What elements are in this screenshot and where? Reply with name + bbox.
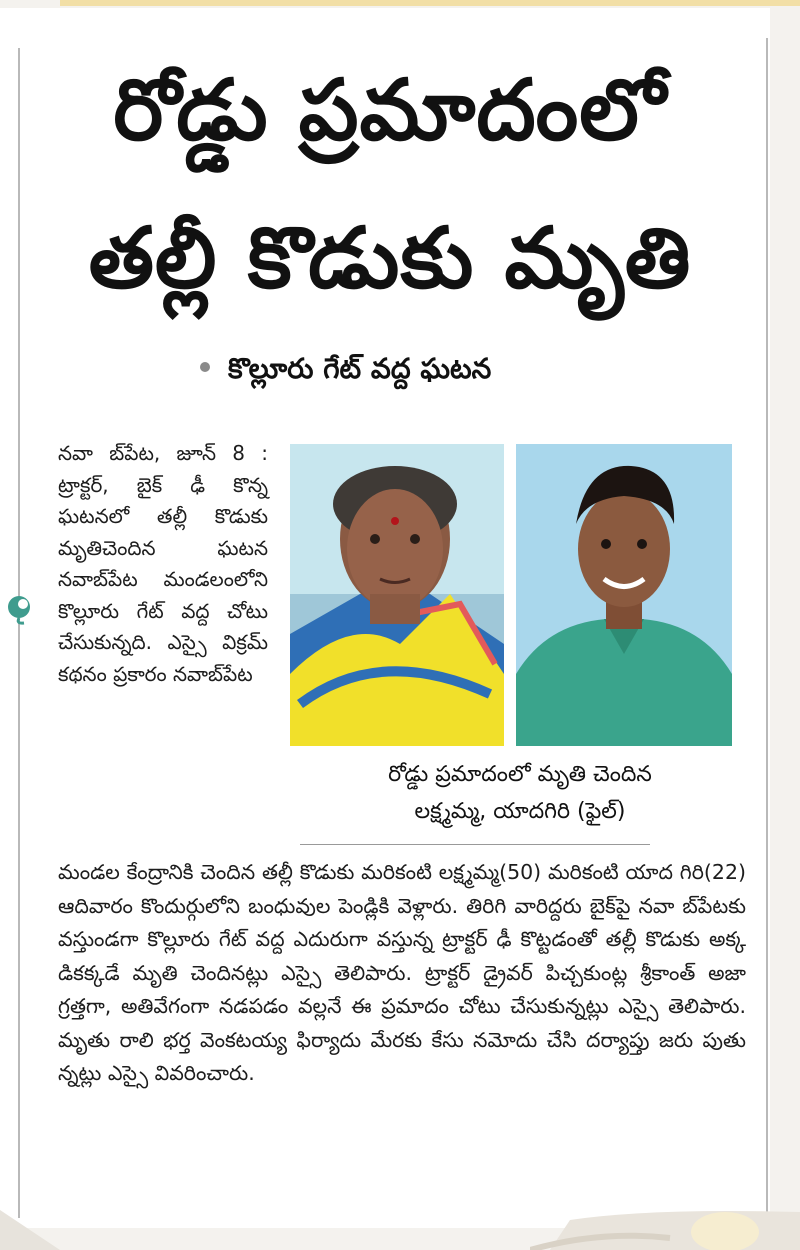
subheading (200, 352, 620, 392)
corner-decoration (530, 1190, 800, 1250)
headline-line-1: రోడ్డు ప్రమాదంలో (113, 61, 667, 159)
portrait-woman-image (290, 444, 504, 746)
column-rule-right (766, 38, 768, 1218)
column-rule-left (18, 48, 20, 1218)
subheading-text: కొల్లూరు గేట్ వద్ద ఘటన (228, 352, 492, 385)
photo-caption (300, 756, 740, 830)
photo-caption-line-2: లక్ష్మమ్మ, యాదగిరి (ఫైల్) (414, 799, 626, 824)
swirl-icon (4, 592, 38, 626)
photo-yadagiri (516, 444, 732, 746)
caption-underline (300, 844, 650, 845)
headline-line-2: తల్లీ కొడుకు మృతి (88, 209, 692, 307)
left-corner-decoration (0, 1200, 60, 1250)
portrait-man-image (516, 444, 732, 746)
bullet-dot-icon (200, 362, 210, 372)
newspaper-clipping (0, 8, 770, 1228)
top-strip (60, 0, 800, 6)
article-body-text: మండల కేంద్రానికి చెందిన తల్లీ కొడుకు మరికంటి లక్ష్మమ్మ(50) మరికంటి యాద గిరి(22) ఆదివారం కొందుర్గులోని బంధువుల పెండ్లికి వెళ్లారు. తిరిగి వారిద్దరు బైక్‌పై నవా బ్‌పేటకు వస్తుండగా కొల్లూరు గేట్ వద్ద ఎదురుగా వస్తున్న ట్రాక్టర్ ఢీ కొట్టడంతో తల్లీ కొడుకు అక్క డికక్కడే మృతి చెందినట్లు ఎస్సై తెలిపారు. ట్రాక్టర్ డ్రైవర్ పిచ్చకుంట్ల శ్రీకాంత్ అజా గ్రత్తగా, అతివేగంగా నడపడం వల్లనే ఈ ప్రమాదం చోటు చేసుకున్నట్లు ఎస్సై తెలిపారు. మృతు రాలి భర్త వెంకటయ్య ఫిర్యాదు మేరకు కేసు నమోదు చేసి దర్యాప్తు జరు పుతు న్నట్లు ఎస్సై వివరించారు. (58, 860, 746, 1085)
photo-caption-line-1: రోడ్డు ప్రమాదంలో మృతి చెందిన (388, 762, 652, 787)
photo-lakshmamma (290, 444, 504, 746)
intro-column-text: నవా బ్‌పేట, జూన్ 8 : ట్రాక్టర్, బైక్ ఢీ కొన్న ఘటనలో తల్లీ కొడుకు మృతిచెందిన ఘటన నవాబ్‌పేట మండలంలోని కొల్లూరు గేట్ వద్ద చోటు చేసుకున్నది. ఎస్సై విక్రమ్ కథనం ప్రకారం నవాబ్‌పేట (58, 441, 268, 686)
